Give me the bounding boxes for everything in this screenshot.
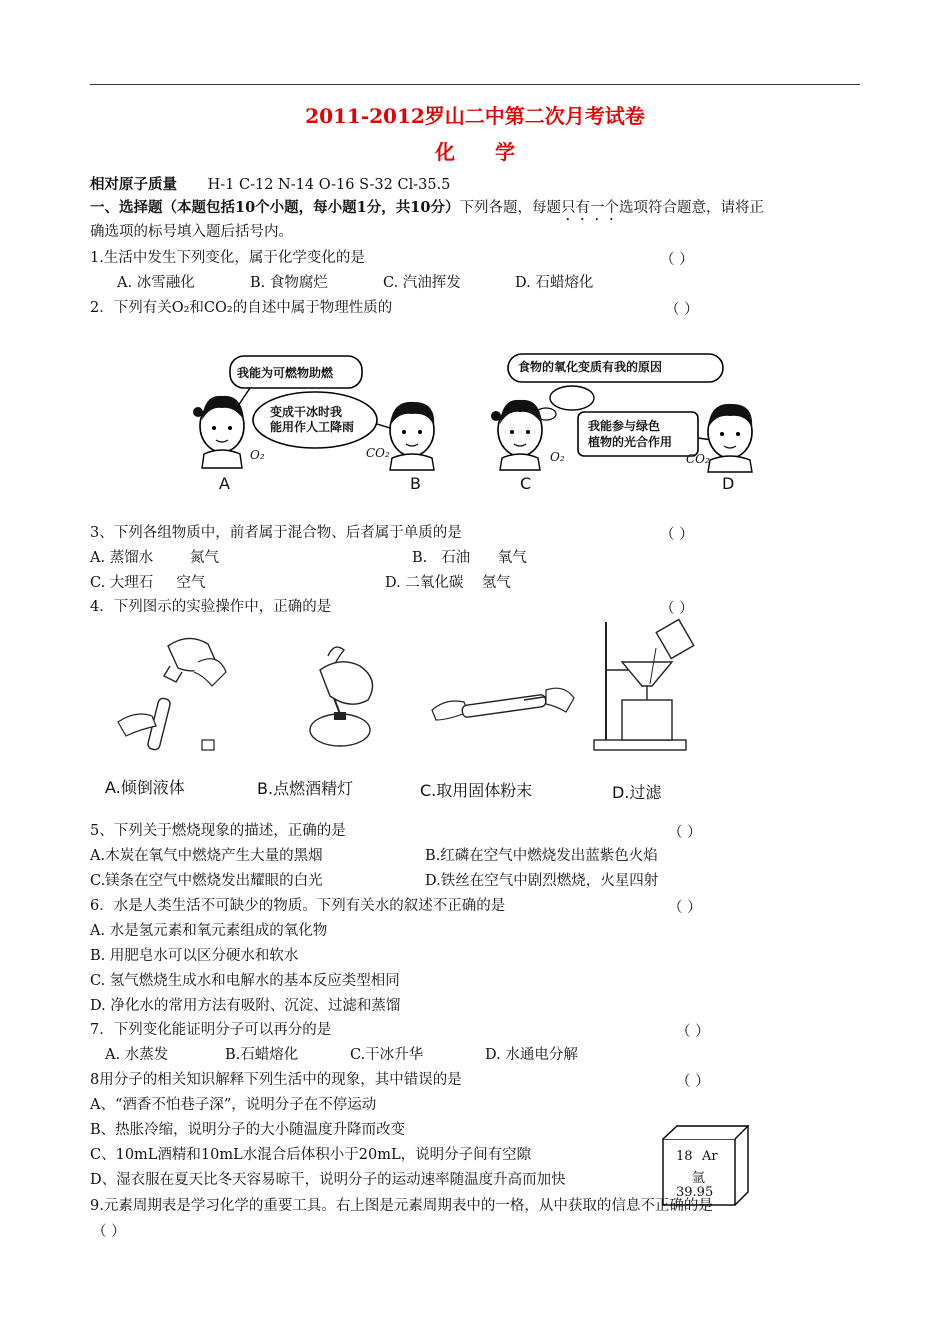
q6-stem: 6．水是人类生活不可缺少的物质。下列有关水的叙述不正确的是 bbox=[90, 898, 506, 914]
q2-co2-label-b: CO₂ bbox=[366, 446, 390, 460]
q2-label-b: B bbox=[410, 474, 421, 493]
q2-label-d: D bbox=[722, 474, 735, 493]
q5-option-a: A.木炭在氧气中燃烧产生大量的黑烟 bbox=[90, 848, 323, 864]
q2-o2-label-c: O₂ bbox=[550, 450, 565, 464]
q2-bubble-b-line1: 变成干冰时我 bbox=[270, 405, 343, 419]
q5-option-c: C.镁条在空气中燃烧发出耀眼的白光 bbox=[90, 873, 323, 889]
q4-label-c: C.取用固体粉末 bbox=[420, 781, 533, 800]
q6-answer-paren: （ ） bbox=[668, 900, 702, 916]
boy-icon bbox=[390, 402, 434, 470]
q4-image-light-lamp bbox=[290, 640, 390, 755]
q5-stem: 5、下列关于燃烧现象的描述，正确的是 bbox=[90, 823, 346, 839]
q6-option-d: D. 净化水的常用方法有吸附、沉淀、过滤和蒸馏 bbox=[90, 998, 401, 1014]
section1-instruction-a: 下列各题，每题 bbox=[459, 200, 561, 216]
q8-option-a: A、“酒香不怕巷子深”，说明分子在不停运动 bbox=[90, 1097, 377, 1113]
q4-label-d: D.过滤 bbox=[612, 783, 662, 802]
girl-icon bbox=[193, 396, 244, 468]
q4-stem: 4．下列图示的实验操作中，正确的是 bbox=[90, 599, 332, 615]
q7-option-a: A. 水蒸发 bbox=[105, 1047, 169, 1063]
section1-instruction-b: 选项符合题意，请将正 bbox=[618, 200, 764, 216]
q1-stem: 1.生活中发生下列变化，属于化学变化的是 bbox=[90, 250, 365, 266]
q6-option-b: B. 用肥皂水可以区分硬水和软水 bbox=[90, 948, 299, 964]
q4-answer-paren: （ ） bbox=[660, 601, 694, 617]
q2-bubble-c: 食物的氧化变质有我的原因 bbox=[518, 360, 663, 374]
q9-stem: 9.元素周期表是学习化学的重要工具。右上图是元素周期表中的一格，从中获取的信息不正确的是 bbox=[90, 1198, 713, 1214]
section1-heading-line bbox=[90, 198, 764, 224]
q1-option-a: A. 冰雪融化 bbox=[117, 275, 195, 291]
q2-bubble-d bbox=[588, 418, 672, 450]
element-name: 氩 bbox=[692, 1171, 706, 1186]
exam-title: 2011-2012罗山二中第二次月考试卷 bbox=[305, 104, 645, 128]
q7-option-c: C.干冰升华 bbox=[350, 1047, 424, 1063]
q1-option-c: C. 汽油挥发 bbox=[383, 275, 461, 291]
q5-answer-paren: （ ） bbox=[668, 825, 702, 841]
section1-instruction-emph: 只有一个 bbox=[560, 200, 619, 216]
q5-option-b: B.红磷在空气中燃烧发出蓝紫色火焰 bbox=[425, 848, 658, 864]
q2-bubble-d-line1: 我能参与绿色 bbox=[588, 419, 661, 433]
atomic-mass-line bbox=[90, 175, 450, 195]
q2-o2-label-a: O₂ bbox=[250, 448, 265, 462]
q7-answer-paren: （ ） bbox=[676, 1024, 710, 1040]
q8-option-b: B、热胀冷缩，说明分子的大小随温度升降而改变 bbox=[90, 1122, 406, 1138]
q4-image-filtration bbox=[592, 620, 692, 755]
header-rule bbox=[90, 84, 860, 85]
q9-answer-paren: （ ） bbox=[92, 1224, 126, 1240]
q7-option-b: B.石蜡熔化 bbox=[225, 1047, 299, 1063]
q5-option-d: D.铁丝在空气中剧烈燃烧，火星四射 bbox=[425, 873, 659, 889]
q8-option-c: C、10mL酒精和10mL水混合后体积小于20mL，说明分子间有空隙 bbox=[90, 1147, 532, 1163]
q1-answer-paren: （ ） bbox=[660, 252, 694, 268]
element-mass: 39.95 bbox=[676, 1185, 714, 1200]
section1-heading: 一、选择题（本题包括10个小题，每小题1分，共10分） bbox=[90, 199, 460, 216]
girl-icon bbox=[491, 400, 542, 470]
atomic-mass-label: 相对原子质量 bbox=[90, 176, 177, 193]
q4-label-b: B.点燃酒精灯 bbox=[257, 779, 354, 798]
q2-co2-label-d: CO₂ bbox=[686, 452, 710, 466]
q3-option-a: A. 蒸馏水 氮气 bbox=[90, 550, 220, 566]
q4-image-solid-powder bbox=[428, 680, 578, 740]
q2-label-a: A bbox=[219, 474, 230, 493]
q1-option-b: B. 食物腐烂 bbox=[250, 275, 328, 291]
q3-answer-paren: （ ） bbox=[660, 527, 694, 543]
element-symbol: Ar bbox=[702, 1149, 718, 1164]
q4-label-a: A.倾倒液体 bbox=[105, 778, 185, 797]
q8-option-d: D、湿衣服在夏天比冬天容易晾干，说明分子的运动速率随温度升高而加快 bbox=[90, 1172, 566, 1188]
boy-icon bbox=[708, 404, 752, 472]
section1-instruction-line2: 确选项的标号填入题后括号内。 bbox=[90, 224, 293, 240]
q3-option-b: B. 石油 氧气 bbox=[412, 550, 527, 566]
q3-option-d: D. 二氧化碳 氢气 bbox=[385, 575, 511, 591]
q7-stem: 7．下列变化能证明分子可以再分的是 bbox=[90, 1022, 332, 1038]
q2-bubble-d-line2: 植物的光合作用 bbox=[588, 435, 673, 449]
q8-stem: 8用分子的相关知识解释下列生活中的现象，其中错误的是 bbox=[90, 1072, 462, 1088]
q2-bubble-a: 我能为可燃物助燃 bbox=[237, 366, 334, 380]
q3-stem: 3、下列各组物质中，前者属于混合物、后者属于单质的是 bbox=[90, 525, 462, 541]
exam-subject: 化学 bbox=[435, 140, 555, 164]
q2-label-c: C bbox=[520, 474, 532, 493]
q8-answer-paren: （ ） bbox=[676, 1074, 710, 1090]
q6-option-a: A. 水是氢元素和氧元素组成的氧化物 bbox=[90, 923, 328, 939]
q6-option-c: C. 氢气燃烧生成水和电解水的基本反应类型相同 bbox=[90, 973, 400, 989]
q2-answer-paren: （ ） bbox=[665, 302, 699, 318]
atomic-mass-values: H-1 C-12 N-14 O-16 S-32 Cl-35.5 bbox=[207, 177, 451, 193]
periodic-table-cell bbox=[662, 1125, 750, 1207]
q2-stem: 2．下列有关O₂和CO₂的自述中属于物理性质的 bbox=[90, 300, 393, 316]
element-number: 18 bbox=[676, 1149, 693, 1164]
q1-option-d: D. 石蜡熔化 bbox=[515, 275, 594, 291]
q7-option-d: D. 水通电分解 bbox=[485, 1047, 578, 1063]
q2-bubble-b-line2: 能用作人工降雨 bbox=[270, 420, 355, 434]
q2-bubble-b bbox=[270, 405, 354, 435]
q3-option-c: C. 大理石 空气 bbox=[90, 575, 206, 591]
q4-image-pour-liquid bbox=[108, 632, 238, 757]
